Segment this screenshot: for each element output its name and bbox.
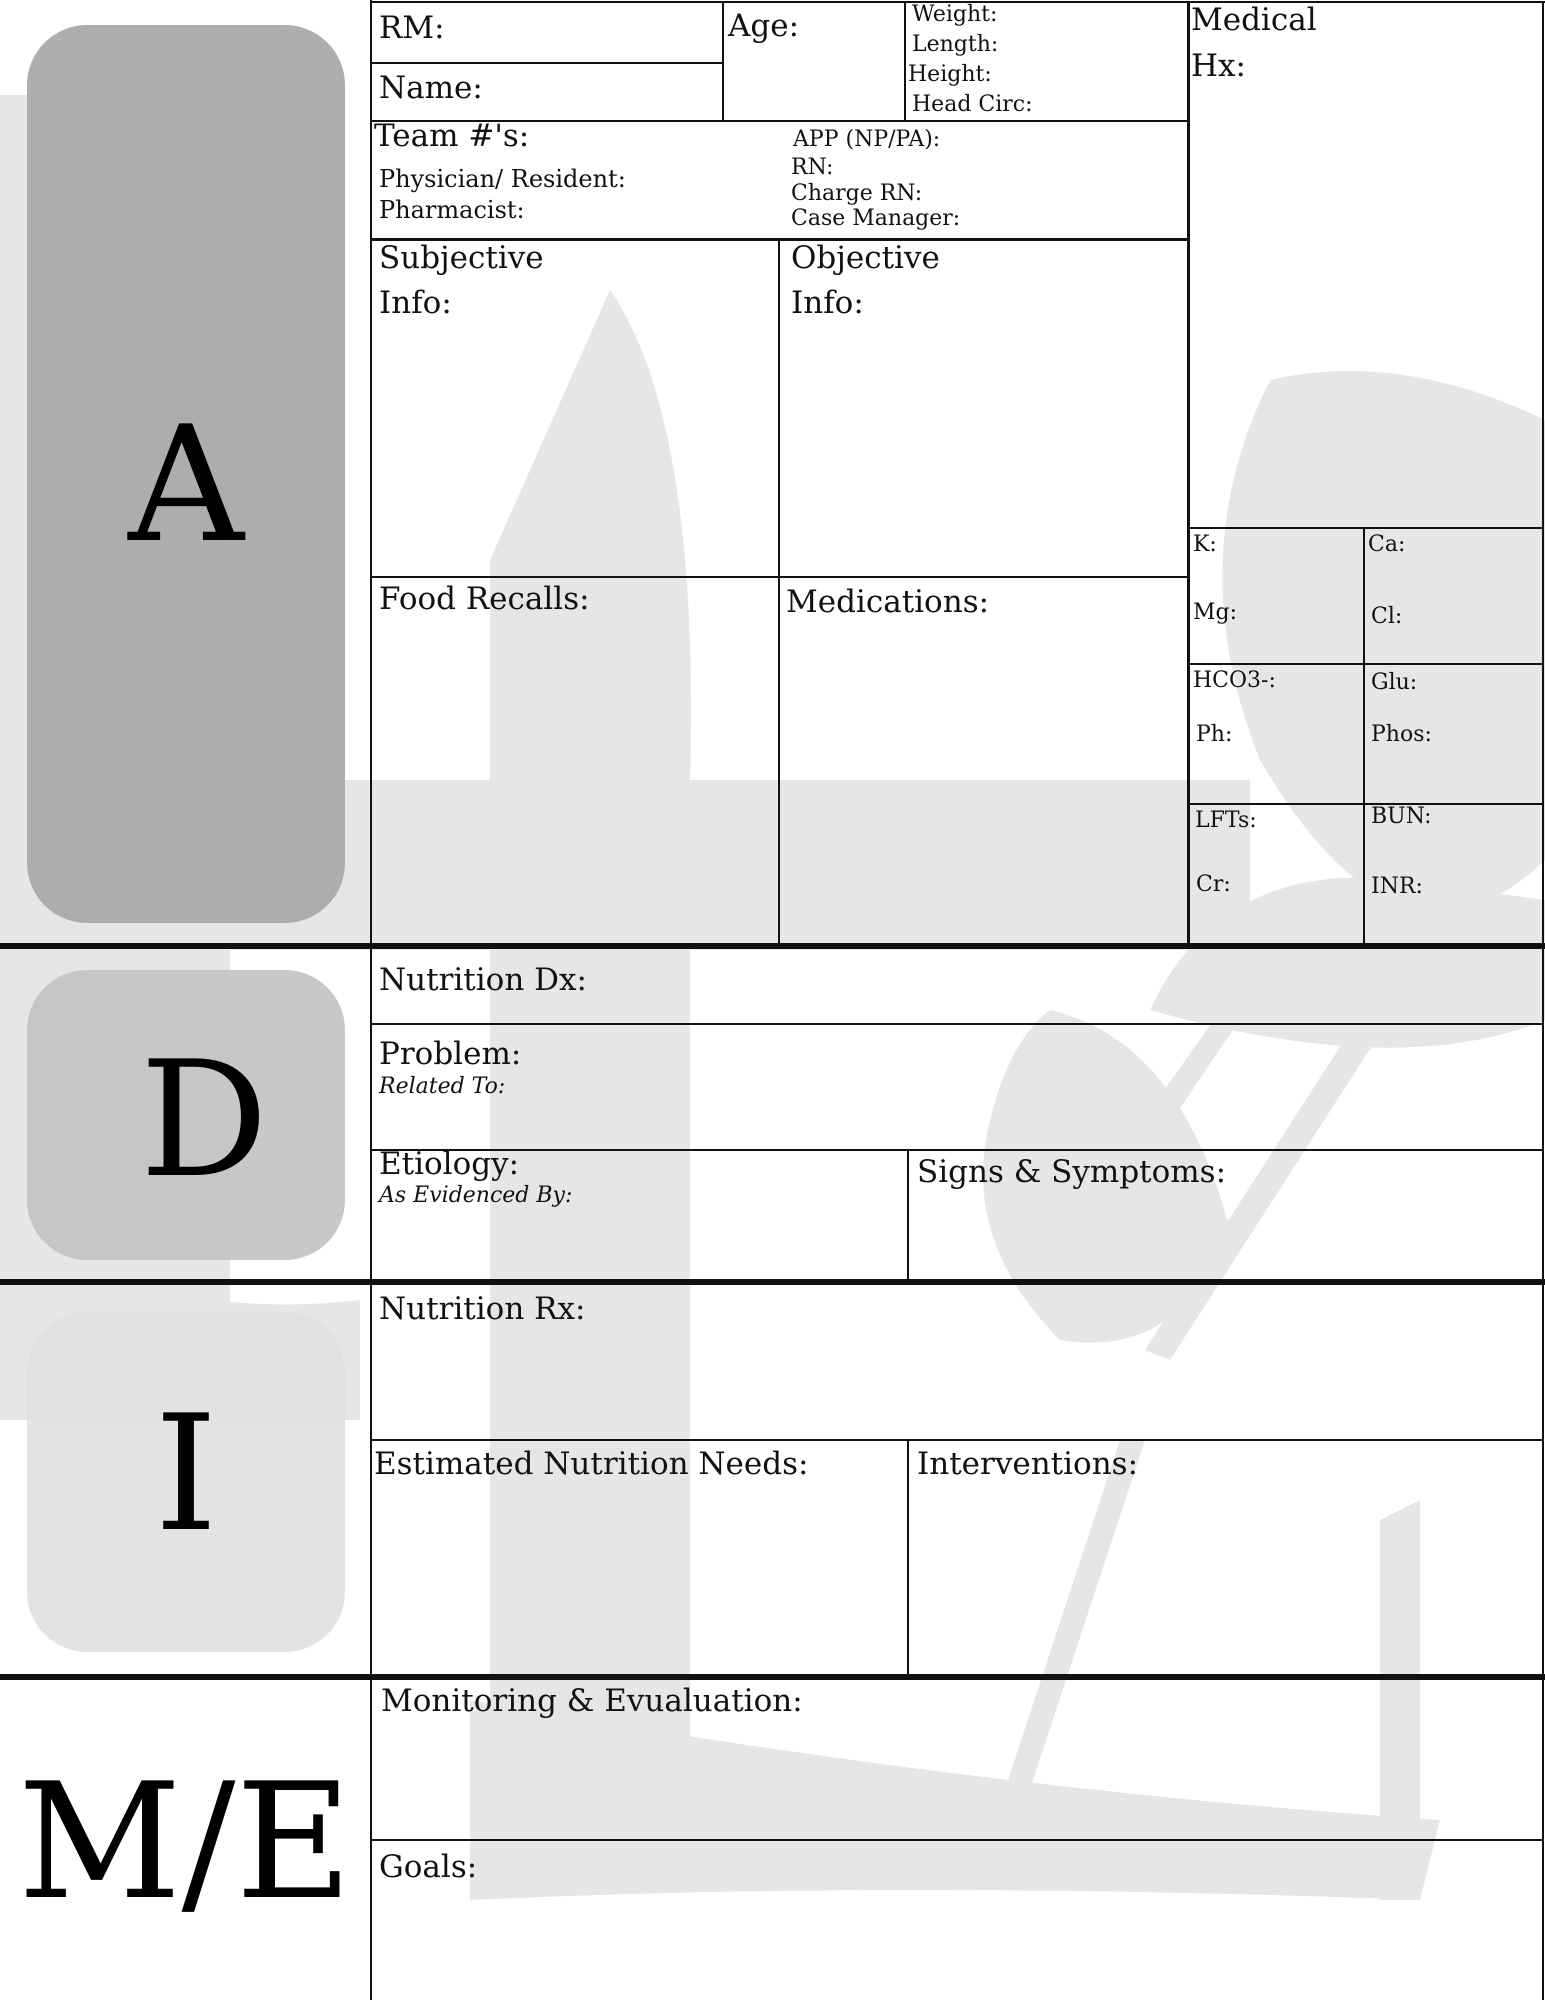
- etiology-signs-divider: [907, 1150, 909, 1281]
- labs-row3-border: [1188, 803, 1544, 805]
- objective-info-label-line1: Objective: [791, 240, 940, 276]
- labs-middle-divider: [1363, 528, 1365, 946]
- case-manager-label: Case Manager:: [791, 206, 961, 231]
- lab-glu-label: Glu:: [1371, 670, 1418, 695]
- section-divider-intervention: [0, 1674, 1545, 1680]
- rm-name-divider: [372, 62, 722, 64]
- medical-hx-label-line2: Hx:: [1191, 48, 1246, 84]
- lab-mg-label: Mg:: [1193, 600, 1238, 625]
- lab-ca-label: Ca:: [1368, 532, 1406, 557]
- signs-symptoms-label: Signs & Symptoms:: [917, 1154, 1227, 1190]
- rn-label: RN:: [791, 155, 834, 180]
- lab-inr-label: INR:: [1371, 874, 1423, 899]
- related-to-label: Related To:: [379, 1074, 506, 1099]
- nutrition-dx-bottom: [372, 1023, 1544, 1025]
- team-title: Team #'s:: [374, 118, 530, 154]
- header-top-border: [370, 1, 1188, 3]
- estimated-nutrition-needs-label: Estimated Nutrition Needs:: [374, 1446, 809, 1482]
- lab-ph-label: Ph:: [1196, 722, 1233, 747]
- weight-label: Weight:: [912, 2, 998, 27]
- food-recalls-label: Food Recalls:: [379, 581, 590, 617]
- physician-label: Physician/ Resident:: [379, 165, 626, 193]
- lab-cr-label: Cr:: [1196, 872, 1231, 897]
- labs-top-border: [1188, 527, 1544, 529]
- monitoring-evaluation-label: Monitoring & Evualuation:: [381, 1683, 803, 1719]
- section-divider-diagnosis: [0, 1279, 1545, 1285]
- nutrition-rx-bottom: [372, 1439, 1544, 1441]
- height-label: Height:: [908, 62, 992, 87]
- weight-left-border: [904, 1, 906, 121]
- head-circ-label: Head Circ:: [912, 92, 1033, 117]
- problem-label: Problem:: [379, 1036, 522, 1072]
- lab-bun-label: BUN:: [1371, 804, 1432, 829]
- subjective-info-label-line2: Info:: [379, 285, 452, 321]
- medhx-left-border: [1187, 1, 1190, 947]
- section-divider-assessment: [0, 943, 1545, 949]
- nutrition-rx-label: Nutrition Rx:: [379, 1291, 586, 1327]
- lab-lfts-label: LFTs:: [1195, 808, 1257, 833]
- lab-hco3-label: HCO3-:: [1193, 668, 1276, 693]
- lab-cl-label: Cl:: [1371, 604, 1403, 629]
- interventions-label: Interventions:: [917, 1446, 1139, 1482]
- medications-label: Medications:: [786, 584, 990, 620]
- charge-rn-label: Charge RN:: [791, 181, 923, 206]
- subjective-info-label-line1: Subjective: [379, 240, 544, 276]
- labs-row2-border: [1188, 663, 1544, 665]
- app-label: APP (NP/PA):: [793, 127, 941, 152]
- lab-phos-label: Phos:: [1371, 722, 1432, 747]
- age-left-border: [722, 1, 724, 121]
- needs-interventions-divider: [907, 1440, 909, 1676]
- pharmacist-label: Pharmacist:: [379, 196, 525, 224]
- age-label: Age:: [728, 8, 800, 44]
- length-label: Length:: [912, 32, 999, 57]
- goals-label: Goals:: [379, 1849, 478, 1885]
- assessment-section-letter: A: [128, 391, 244, 578]
- subjective-objective-divider: [778, 240, 780, 946]
- etiology-label: Etiology:: [379, 1146, 520, 1182]
- subjective-row-bottom: [372, 576, 1188, 578]
- monitoring-section-letter: M/E: [17, 1748, 353, 1935]
- objective-info-label-line2: Info:: [791, 285, 864, 321]
- form-left-border: [370, 0, 372, 2000]
- intervention-section-letter: I: [154, 1380, 218, 1567]
- form-right-border: [1542, 1, 1544, 2000]
- as-evidenced-by-label: As Evidenced By:: [379, 1183, 573, 1208]
- rm-label: RM:: [379, 10, 445, 46]
- lab-k-label: K:: [1193, 532, 1217, 557]
- monitoring-row-bottom: [372, 1839, 1544, 1841]
- problem-row-bottom: [372, 1149, 1544, 1151]
- nutrition-dx-label: Nutrition Dx:: [379, 962, 587, 998]
- diagnosis-section-letter: D: [139, 1026, 269, 1213]
- medical-hx-label-line1: Medical: [1191, 2, 1317, 38]
- name-label: Name:: [379, 70, 483, 106]
